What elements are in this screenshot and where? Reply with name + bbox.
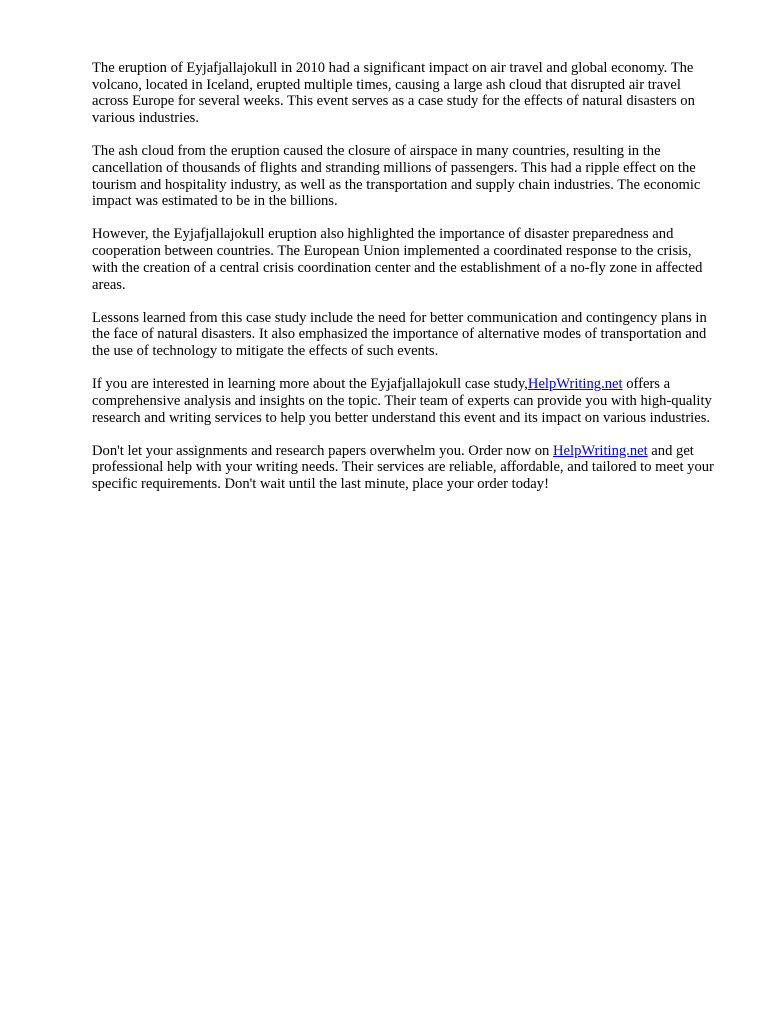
document-body bbox=[92, 60, 716, 509]
paragraph-order-now-tail: and get professional help with your writing needs. Their services are reliable, affordable, and tailored to meet your specific requirements. Don't wait until the last minute, place your order today! bbox=[92, 442, 714, 493]
paragraph-lessons-learned: Lessons learned from this case study include the need for better communication and contingency plans in the face of natural disasters. It also emphasized the importance of alternative modes of transportation and the use of technology to mitigate the effects of such events. bbox=[92, 309, 707, 360]
paragraph-order-now bbox=[92, 443, 716, 493]
paragraph-learn-more bbox=[92, 376, 716, 426]
helpwriting-order-link[interactable]: HelpWriting.net bbox=[553, 442, 648, 459]
paragraph-eruption-intro: The eruption of Eyjafjallajokull in 2010 had a significant impact on air travel and global economy. The volcano, located in Iceland, erupted multiple times, causing a large ash cloud that disrupted air travel across Europe for several weeks. This event serves as a case study for the effects of natural disasters on various industries. bbox=[92, 60, 695, 127]
paragraph-order-now-lead: Don't let your assignments and research papers overwhelm you. Order now on bbox=[92, 442, 553, 459]
paragraph-disaster-preparedness: However, the Eyjafjallajokull eruption also highlighted the importance of disaster preparedness and cooperation between countries. The European Union implemented a coordinated response to the crisis, with the creation of a central crisis coordination center and the establishment of a no-fly zone in affected areas. bbox=[92, 226, 703, 293]
paragraph-learn-more-tail: offers a comprehensive analysis and insights on the topic. Their team of experts can provide you with high-quality research and writing services to help you better understand this event and its impact on various industries. bbox=[92, 376, 712, 426]
paragraph-ash-cloud-impact: The ash cloud from the eruption caused the closure of airspace in many countries, resulting in the cancellation of thousands of flights and stranding millions of passengers. This had a ripple effect on the tourism and hospitality industry, as well as the transportation and supply chain industries. The economic impact was estimated to be in the billions. bbox=[92, 143, 701, 210]
helpwriting-link[interactable]: HelpWriting.net bbox=[527, 376, 623, 393]
paragraph-learn-more-lead: If you are interested in learning more about the Eyjafjallajokull case study, bbox=[92, 376, 528, 393]
